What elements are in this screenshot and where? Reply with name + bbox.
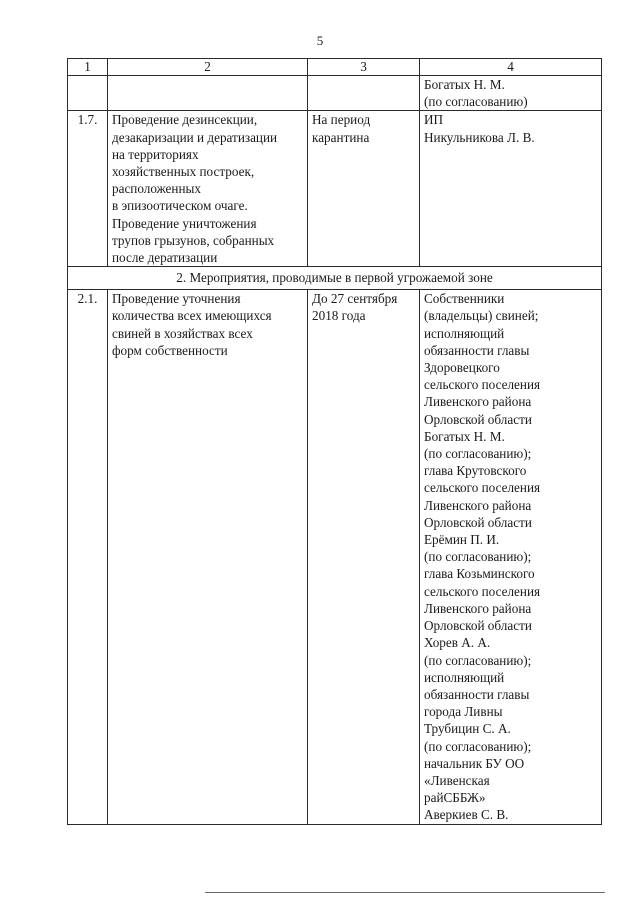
text-line: Орловской области (424, 411, 532, 427)
text-line: «Ливенская (424, 772, 490, 788)
text-line: трупов грызунов, собранных (112, 232, 275, 248)
bottom-divider-line (205, 892, 605, 893)
text-line: сельского поселения (424, 480, 541, 496)
text-line: Аверкиев С. В. (424, 807, 509, 823)
text-line: Ливенского района (424, 497, 532, 513)
text-line: количества всех имеющихся (112, 308, 272, 324)
text-line: после дератизации (112, 250, 218, 266)
text-line: До 27 сентября (312, 291, 398, 307)
text-line: Никульникова Л. В. (424, 129, 535, 145)
continuation-num-cell (68, 76, 108, 111)
section-heading: 2. Мероприятия, проводимые в первой угрожаемой зоне (68, 267, 602, 290)
measure-cell (108, 111, 308, 267)
table-row-2-1 (68, 290, 602, 824)
page-number: 5 (316, 33, 324, 48)
column-header-1: 1 (68, 59, 108, 76)
responsible-cell (420, 290, 602, 824)
text-line: свиней в хозяйствах всех (112, 325, 253, 341)
text-line: сельского поселения (424, 583, 541, 599)
text-line: На период (312, 112, 371, 128)
text-line: хозяйственных построек, (112, 164, 255, 180)
table-row-1-7 (68, 111, 602, 267)
term-cell (308, 111, 420, 267)
text-line: карантина (312, 129, 370, 145)
text-line: начальник БУ ОО (424, 755, 525, 771)
text-line: дезакаризации и дератизации (112, 129, 278, 145)
text-line: Богатых Н. М. (424, 77, 505, 92)
text-line: Богатых Н. М. (424, 428, 505, 444)
text-line: сельского поселения (424, 377, 541, 393)
text-line: райСББЖ» (424, 790, 486, 806)
column-header-2: 2 (108, 59, 308, 76)
text-line: Ливенского района (424, 394, 532, 410)
text-line: Проведение дезинсекции, (112, 112, 258, 128)
text-line: города Ливны (424, 704, 503, 720)
continuation-row (68, 76, 602, 111)
column-header-3: 3 (308, 59, 420, 76)
section-heading-row (68, 267, 602, 290)
continuation-responsible-cell (420, 76, 602, 111)
text-line: глава Козьминского (424, 566, 535, 582)
text-line: Здоровецкого (424, 360, 500, 376)
text-line: Ерёмин П. И. (424, 532, 500, 548)
text-line: (по согласованию) (424, 94, 528, 110)
table-header-row (68, 59, 602, 76)
text-line: Орловской области (424, 514, 532, 530)
text-line: на территориях (112, 146, 199, 162)
text-line: (владельцы) свиней; (424, 308, 539, 324)
text-line: (по согласованию); (424, 446, 532, 462)
text-line: исполняющий (424, 325, 505, 341)
text-line: расположенных (112, 181, 201, 197)
text-line: глава Крутовского (424, 463, 527, 479)
text-line: исполняющий (424, 669, 505, 685)
responsible-cell (420, 111, 602, 267)
text-line: обязанности главы (424, 342, 530, 358)
text-line: (по согласованию); (424, 652, 532, 668)
text-line: ИП (424, 112, 444, 128)
continuation-term-cell (308, 76, 420, 111)
text-line: (по согласованию); (424, 549, 532, 565)
continuation-measure-cell (108, 76, 308, 111)
term-cell (308, 290, 420, 824)
measures-table (67, 58, 602, 825)
text-line: Хорев А. А. (424, 635, 491, 651)
text-line: форм собственности (112, 342, 228, 358)
text-line: 2018 года (312, 308, 366, 324)
text-line: Ливенского района (424, 600, 532, 616)
text-line: в эпизоотическом очаге. (112, 198, 248, 214)
text-line: Проведение уничтожения (112, 215, 257, 231)
text-line: Собственники (424, 291, 505, 307)
column-header-4: 4 (420, 59, 602, 76)
row-number: 1.7. (68, 111, 108, 267)
row-number: 2.1. (68, 290, 108, 824)
measure-cell (108, 290, 308, 824)
text-line: Трубицин С. А. (424, 721, 511, 737)
text-line: обязанности главы (424, 686, 530, 702)
text-line: Орловской области (424, 618, 532, 634)
text-line: Проведение уточнения (112, 291, 241, 307)
text-line: (по согласованию); (424, 738, 532, 754)
